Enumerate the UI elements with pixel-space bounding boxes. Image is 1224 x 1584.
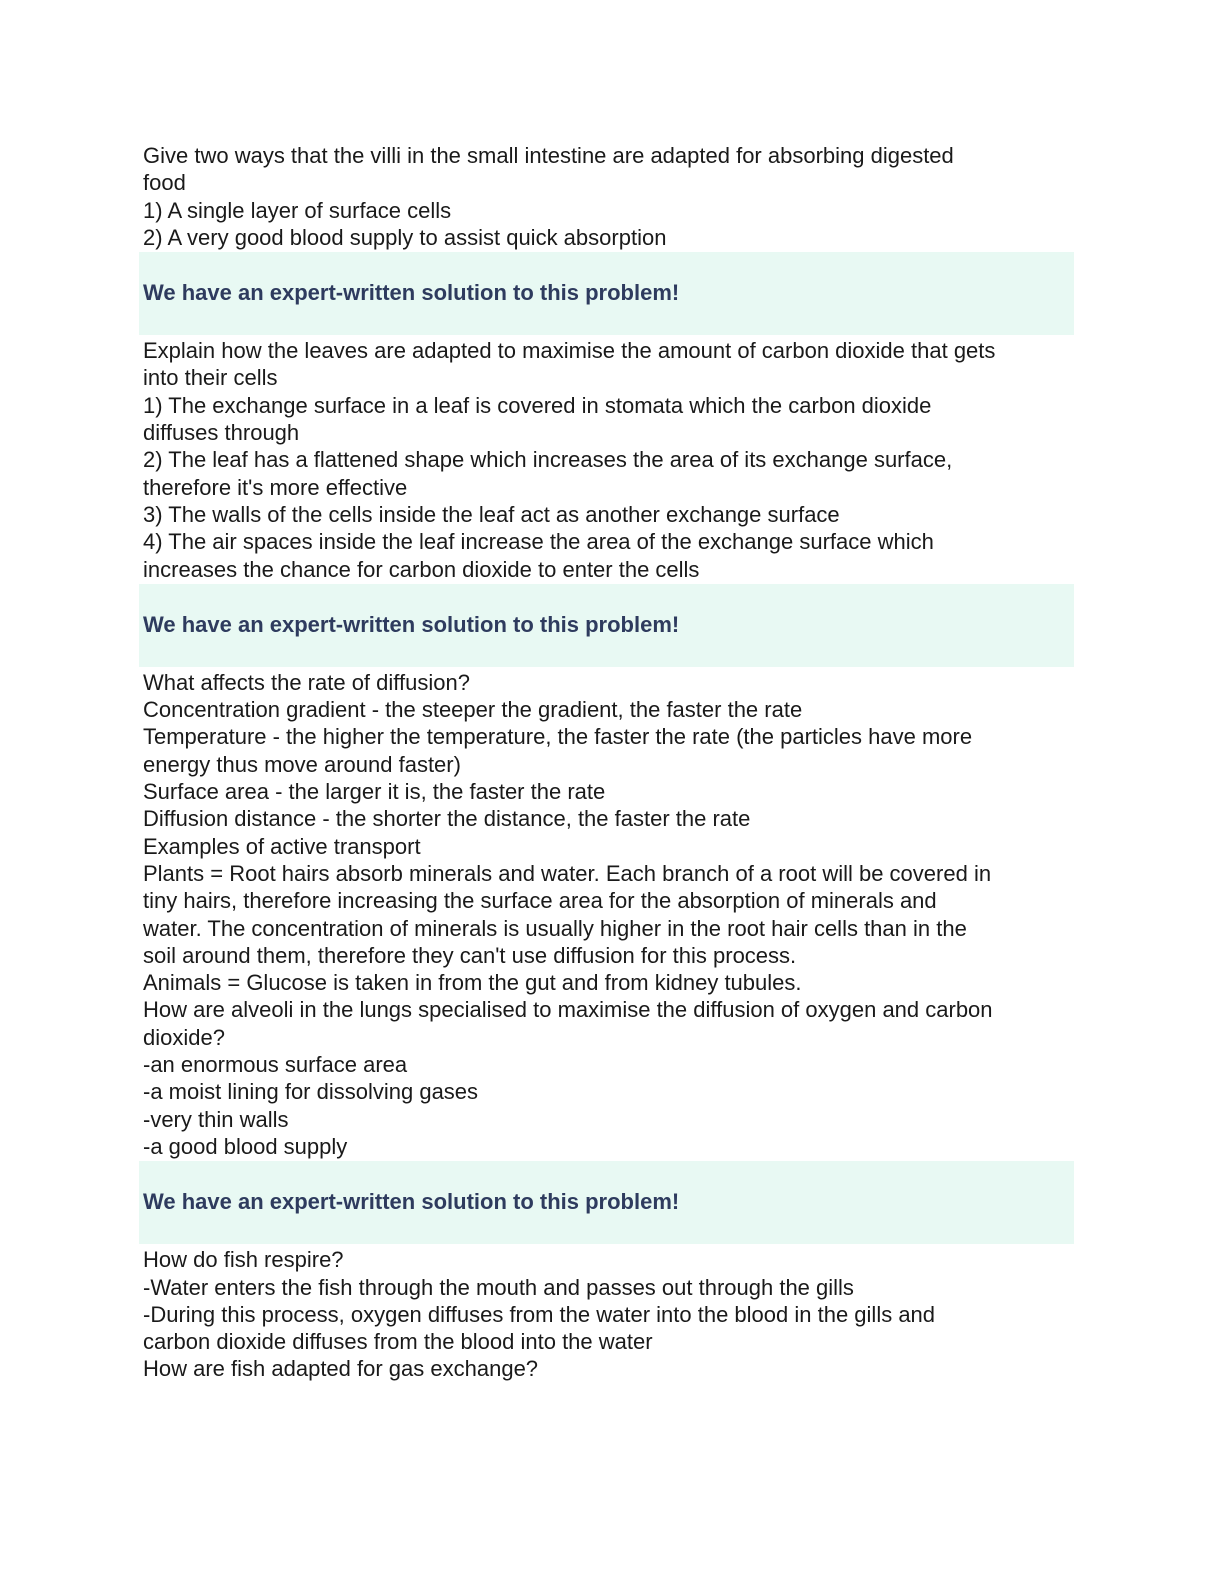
flashcard-villi bbox=[139, 142, 1074, 251]
text-line: energy thus move around faster) bbox=[143, 751, 461, 777]
text-line: carbon dioxide diffuses from the blood into the water bbox=[143, 1329, 653, 1355]
text-line: Temperature - the higher the temperature, the faster the rate (the particles have more bbox=[143, 724, 973, 750]
text-line: Examples of active transport bbox=[143, 833, 421, 859]
text-line: What affects the rate of diffusion? bbox=[143, 669, 470, 695]
text-line: diffuses through bbox=[143, 420, 300, 446]
text-line: Explain how the leaves are adapted to maximise the amount of carbon dioxide that gets bbox=[143, 338, 996, 364]
text-line: Surface area - the larger it is, the faster the rate bbox=[143, 779, 606, 805]
text-line: 3) The walls of the cells inside the leaf act as another exchange surface bbox=[143, 501, 840, 527]
expert-solution-banner[interactable] bbox=[139, 584, 1074, 667]
text-line: How are fish adapted for gas exchange? bbox=[143, 1356, 539, 1382]
text-line: Give two ways that the villi in the small intestine are adapted for absorbing digested bbox=[143, 143, 954, 168]
text-line: dioxide? bbox=[143, 1024, 225, 1050]
expert-solution-banner[interactable] bbox=[139, 252, 1074, 335]
flashcard-diffusion bbox=[139, 669, 1074, 1160]
text-line: How do fish respire? bbox=[143, 1247, 344, 1273]
flashcard-fish bbox=[139, 1246, 1074, 1382]
expert-solution-text: We have an expert-written solution to this problem! bbox=[143, 611, 680, 637]
text-line: -Water enters the fish through the mouth and passes out through the gills bbox=[143, 1274, 854, 1300]
expert-solution-text: We have an expert-written solution to this problem! bbox=[143, 280, 680, 306]
text-line: -an enormous surface area bbox=[143, 1052, 408, 1078]
text-line: 1) A single layer of surface cells bbox=[143, 197, 452, 223]
text-line: increases the chance for carbon dioxide to enter the cells bbox=[143, 556, 700, 582]
text-line: -very thin walls bbox=[143, 1106, 289, 1132]
text-line: -During this process, oxygen diffuses from the water into the blood in the gills and bbox=[143, 1301, 936, 1327]
text-line: 2) The leaf has a flattened shape which increases the area of its exchange surface, bbox=[143, 447, 953, 473]
flashcard-leaves bbox=[139, 337, 1074, 583]
text-line: tiny hairs, therefore increasing the surface area for the absorption of minerals and bbox=[143, 888, 937, 914]
text-line: -a good blood supply bbox=[143, 1133, 348, 1159]
text-line: therefore it's more effective bbox=[143, 474, 408, 500]
text-line: -a moist lining for dissolving gases bbox=[143, 1079, 479, 1105]
text-line: food bbox=[143, 170, 186, 196]
text-line: Animals = Glucose is taken in from the gut and from kidney tubules. bbox=[143, 970, 802, 996]
text-line: 2) A very good blood supply to assist quick absorption bbox=[143, 224, 667, 250]
text-line: 4) The air spaces inside the leaf increase the area of the exchange surface which bbox=[143, 529, 934, 555]
text-line: into their cells bbox=[143, 365, 278, 391]
expert-solution-banner[interactable] bbox=[139, 1161, 1074, 1244]
text-line: Diffusion distance - the shorter the distance, the faster the rate bbox=[143, 806, 751, 832]
text-line: Concentration gradient - the steeper the gradient, the faster the rate bbox=[143, 697, 803, 723]
text-line: water. The concentration of minerals is usually higher in the root hair cells than in the bbox=[143, 915, 967, 941]
document-page bbox=[139, 142, 1074, 1383]
text-line: soil around them, therefore they can't use diffusion for this process. bbox=[143, 942, 797, 968]
text-line: 1) The exchange surface in a leaf is covered in stomata which the carbon dioxide bbox=[143, 392, 932, 418]
text-line: How are alveoli in the lungs specialised to maximise the diffusion of oxygen and carbon bbox=[143, 997, 993, 1023]
text-line: Plants = Root hairs absorb minerals and water. Each branch of a root will be covered in bbox=[143, 860, 992, 886]
expert-solution-text: We have an expert-written solution to this problem! bbox=[143, 1189, 680, 1215]
